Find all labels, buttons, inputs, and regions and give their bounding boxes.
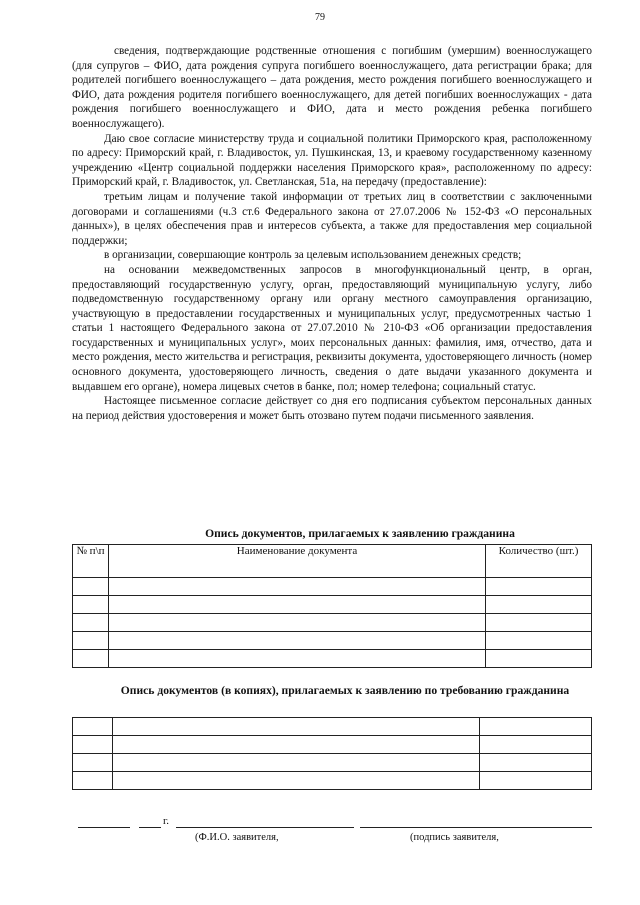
paragraph-control-organizations: в организации, совершающие контроль за целевым использованием денежных средств; — [104, 249, 522, 262]
table-row — [73, 650, 592, 668]
consent-text — [72, 44, 592, 423]
table-row — [73, 736, 592, 754]
table-row — [73, 772, 592, 790]
paragraph-interagency-requests: на основании межведомственных запросов в многофункциональный центр, в орган, предоставляющий государственную услугу, орган, предоставляющий муниципальную услугу, либо подведомственную государственному органу или органу местного самоуправления организацию, участвующую в предоставлении государственных и муниципальных услуг, предусмотренных частью 1 статьи 1 настоящего Федерального закона от 27.07.2010 № 210-ФЗ «Об организации предоставления государственных и муниципальных услуг», моих персональных данных: фамилия, имя, отчество, дата и место рождения, место жительства и регистрация, реквизиты документа, удостоверяющего личность (номер основного документа, удостоверяющего личность, сведения о дате выдачи указанного документа и выдавшем его органе), номера лицевых счетов в банке, пол; номер телефона; социальный статус. — [72, 263, 592, 393]
date-year-line — [139, 827, 161, 828]
fio-caption: (Ф.И.О. заявителя, — [195, 832, 279, 843]
date-day-line — [78, 827, 130, 828]
docs-table-title: Опись документов, прилагаемых к заявлению гражданина — [205, 527, 515, 540]
table-header-row — [73, 545, 592, 578]
paragraph-relationship-info: сведения, подтверждающие родственные отношения с погибшим (умершим) военнослужащего (для супругов – ФИО, дата рождения супруга погибшего военнослужащего, дата регистрации брака; для родителей погибшего военнослужащего – дата рождения, место рождения погибшего военнослужащего и ФИО, дата рождения родителя погибшего военнослужащего, для детей погибших военнослужащих - дата рождения погибшего военнослужащего и ФИО, дата и место рождения ребенка погибшего военнослужащего). — [72, 45, 592, 130]
copies-table — [72, 717, 592, 790]
table-row — [73, 632, 592, 650]
paragraph-consent: Даю свое согласие министерству труда и социальной политики Приморского края, расположенному по адресу: Приморский край, г. Владивосток, ул. Пушкинская, 13, и краевому государственному казенному учреждению «Центр социальной поддержки населения Приморского края», расположенному по адресу: Приморский край, г. Владивосток, ул. Светланская, 51а, на передачу (предоставление): — [72, 132, 592, 189]
table-row — [73, 614, 592, 632]
paragraph-third-parties: третьим лицам и получение такой информации от третьих лиц в соответствии с заключенными договорами и соглашениями (ч.3 ст.6 Федерального закона от 27.07.2006 № 152-ФЗ «О персональных данных»), в целях обеспечения прав и интересов субъекта, а также для предоставления мер социальной поддержки; — [72, 190, 592, 247]
column-header-quantity: Количество (шт.) — [486, 545, 592, 578]
docs-table — [72, 544, 592, 668]
fio-line — [176, 827, 354, 828]
table-row — [73, 578, 592, 596]
signature-caption: (подпись заявителя, — [410, 832, 499, 843]
signature-line — [360, 827, 592, 828]
table-row — [73, 718, 592, 736]
column-header-number: № п\п — [73, 545, 109, 578]
copies-table-title: Опись документов (в копиях), прилагаемых к заявлению по требованию гражданина — [120, 684, 570, 697]
page-number: 79 — [315, 12, 325, 23]
year-suffix: г. — [163, 815, 170, 827]
table-row — [73, 596, 592, 614]
paragraph-validity: Настоящее письменное согласие действует со дня его подписания субъектом персональных данных на период действия удостоверения и может быть отозвано путем подачи письменного заявления. — [72, 395, 592, 422]
column-header-name: Наименование документа — [108, 545, 485, 578]
table-row — [73, 754, 592, 772]
